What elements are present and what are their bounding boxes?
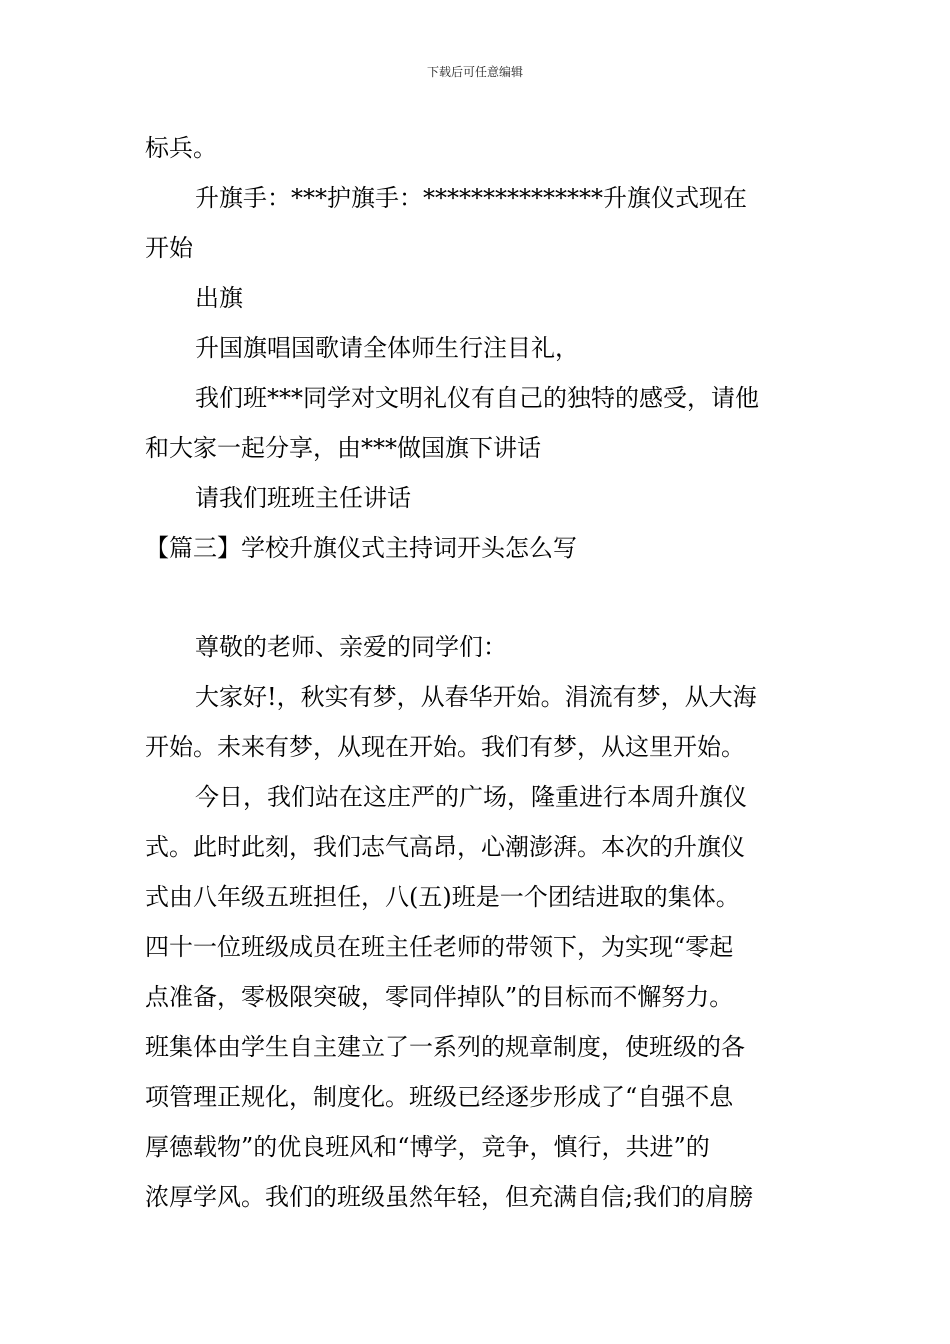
text-line: 点准备，零极限突破，零同伴掉队”的目标而不懈努力。: [145, 983, 734, 1011]
text-line: 我们班***同学对文明礼仪有自己的独特的感受，请他: [195, 384, 759, 412]
section-heading: 【篇三】学校升旗仪式主持词开头怎么写: [145, 534, 577, 562]
text-line: 标兵。: [145, 134, 217, 162]
text-line: 大家好!，秋实有梦，从春华开始。涓流有梦，从大海: [195, 683, 757, 711]
text-line: 升旗手：***护旗手：***************升旗仪式现在: [195, 184, 747, 212]
text-line: 四十一位班级成员在班主任老师的带领下，为实现“零起: [145, 933, 734, 961]
text-line: 项管理正规化，制度化。班级已经逐步形成了“自强不息: [145, 1083, 734, 1111]
text-line: 式由八年级五班担任，八(五)班是一个团结进取的集体。: [145, 883, 740, 911]
text-line: 班集体由学生自主建立了一系列的规章制度，使班级的各: [145, 1033, 745, 1061]
page-header: 下载后可任意编辑: [426, 65, 523, 79]
text-line: 式。此时此刻，我们志气高昂，心潮澎湃。本次的升旗仪: [145, 833, 745, 861]
text-line: 请我们班班主任讲话: [195, 484, 411, 512]
text-line: 开始。未来有梦，从现在开始。我们有梦，从这里开始。: [145, 733, 745, 761]
text-line: 出旗: [195, 284, 243, 312]
text-line: 浓厚学风。我们的班级虽然年轻，但充满自信;我们的肩膀: [145, 1183, 754, 1211]
text-line: 尊敬的老师、亲爱的同学们：: [195, 633, 507, 661]
text-line: 升国旗唱国歌请全体师生行注目礼，: [195, 334, 579, 362]
text-line: 开始: [145, 234, 193, 262]
text-line: 和大家一起分享，由***做国旗下讲话: [145, 434, 541, 462]
text-line: 厚德载物”的优良班风和“博学，竞争，慎行，共进”的: [145, 1133, 710, 1161]
text-line: 今日，我们站在这庄严的广场，隆重进行本周升旗仪: [195, 783, 747, 811]
